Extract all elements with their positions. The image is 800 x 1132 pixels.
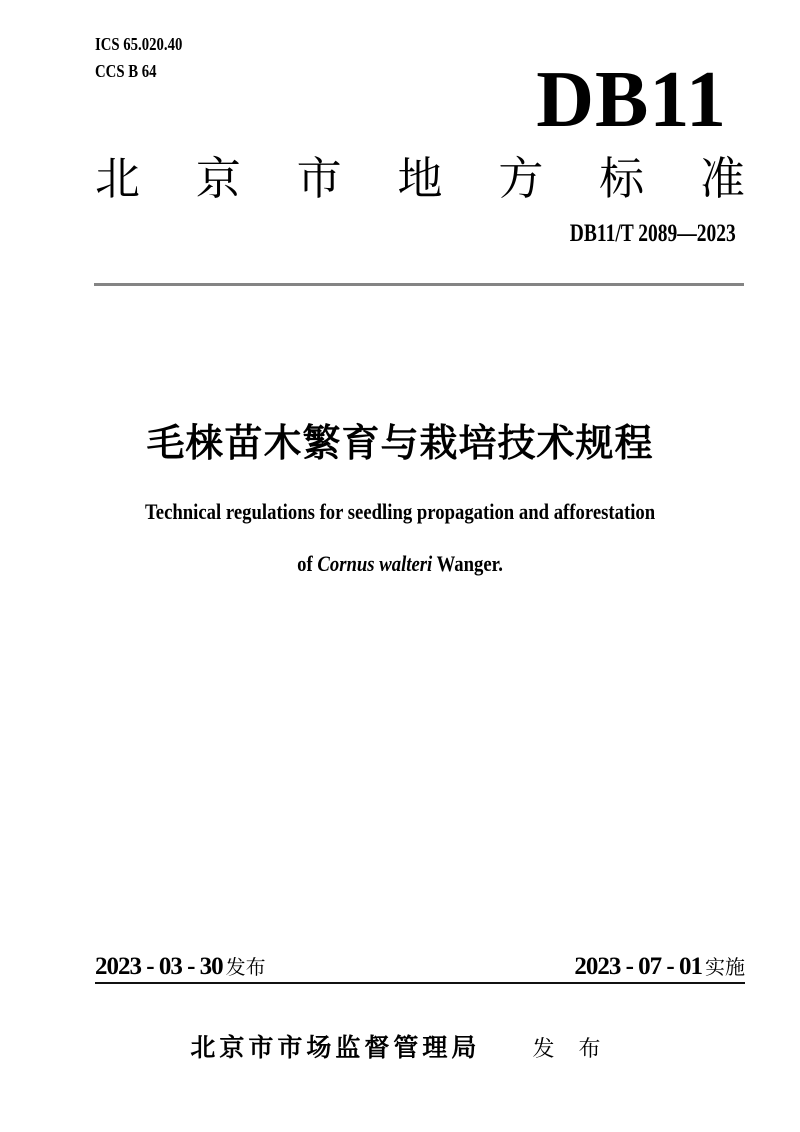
title-english-line2-text — [297, 551, 503, 577]
standard-name — [95, 154, 745, 204]
ics-code: ICS 65.020.40 — [95, 34, 183, 54]
db11-logo: DB11 — [536, 56, 727, 144]
ccs-code: CCS B 64 — [95, 61, 157, 81]
issue-label: 发布 — [225, 957, 266, 979]
species-prefix: of — [297, 551, 318, 576]
standard-name-char: 标 — [599, 153, 645, 204]
title-chinese: 毛梾苗木繁育与栽培技术规程 — [146, 423, 654, 465]
standard-name-char: 市 — [296, 153, 342, 204]
implementation-date-group — [574, 951, 745, 981]
standard-name-char: 地 — [397, 153, 443, 204]
species-name: Cornus walteri — [317, 551, 433, 576]
issue-date: 2023 - 03 - 30 — [95, 953, 223, 980]
standard-name-char: 京 — [195, 153, 241, 204]
standard-name-char: 方 — [498, 153, 544, 204]
header-rule — [94, 283, 744, 286]
standard-name-char: 准 — [699, 153, 745, 204]
publisher-row — [0, 1028, 800, 1064]
footer-rule — [95, 982, 745, 984]
standard-number: DB11/T 2089—2023 — [570, 220, 736, 247]
title-english-line2 — [0, 551, 800, 577]
title-english-line1-text: Technical regulations for seedling propagation and afforestation — [144, 499, 656, 524]
classification-codes — [95, 31, 202, 85]
publisher-name: 北京市市场监督管理局 — [190, 1034, 481, 1062]
publish-label: 发 布 — [532, 1036, 610, 1061]
implementation-date: 2023 - 07 - 01 — [574, 953, 702, 980]
title-english-line1 — [0, 499, 800, 525]
date-row — [95, 951, 745, 981]
standard-name-char: 北 — [95, 153, 141, 204]
issue-date-group — [95, 951, 266, 981]
species-suffix: Wanger. — [432, 551, 503, 576]
implementation-label: 实施 — [705, 957, 745, 979]
